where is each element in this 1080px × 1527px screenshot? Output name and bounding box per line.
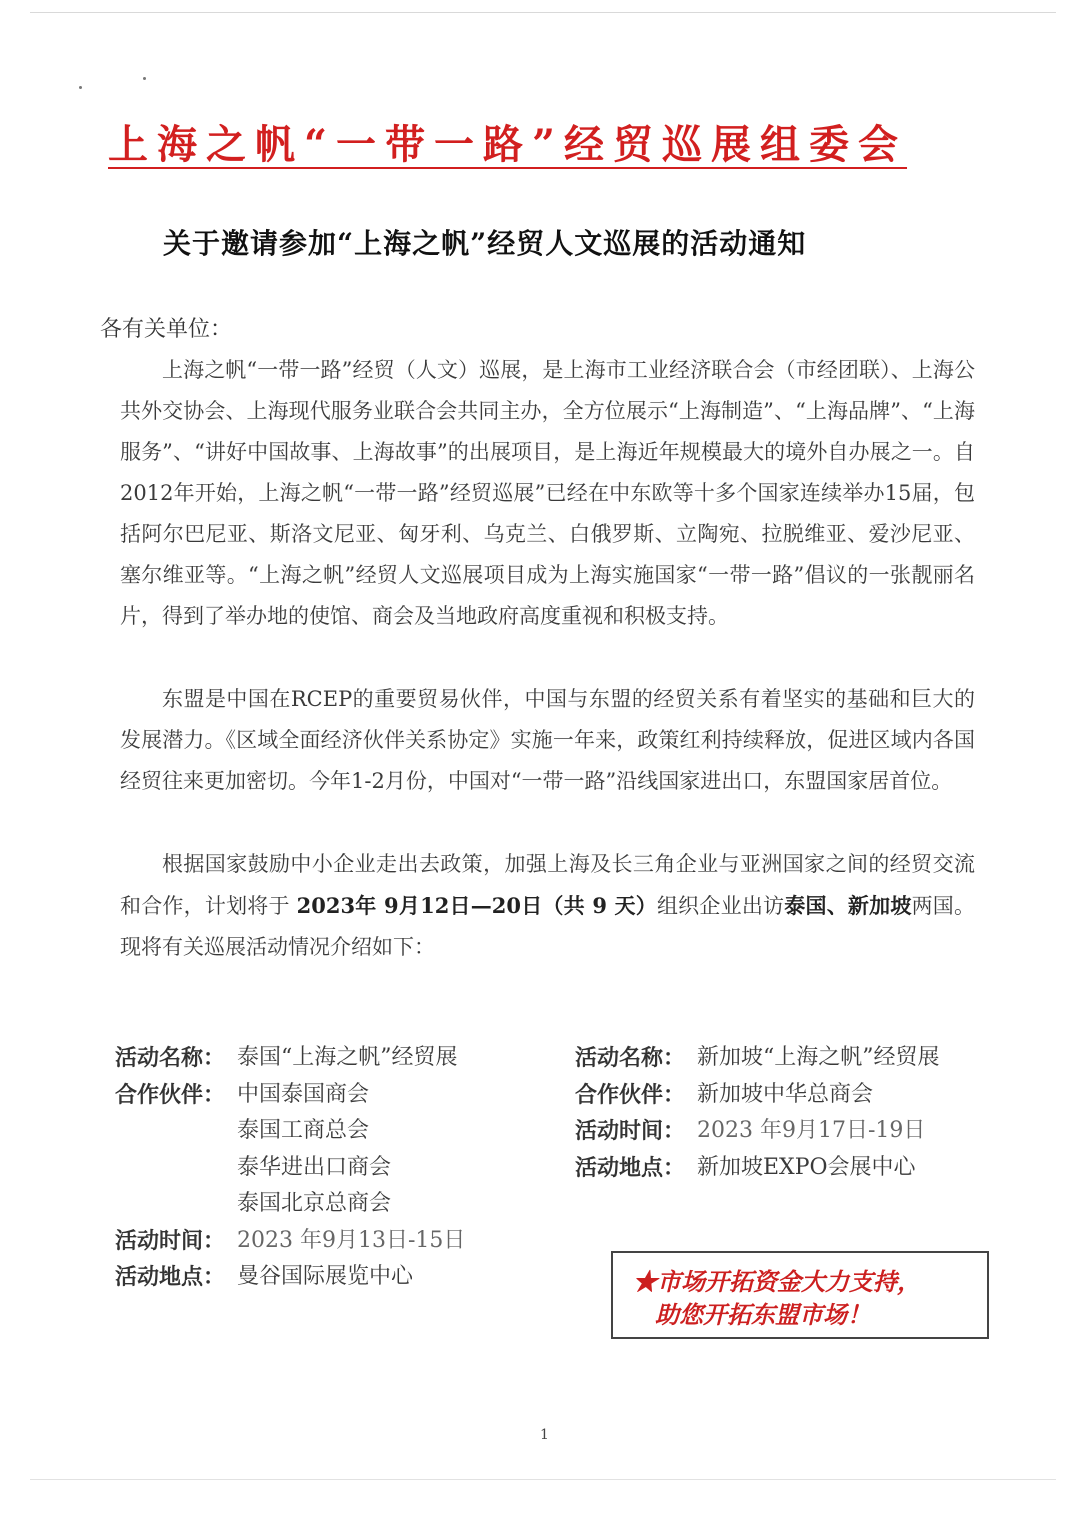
- event-time-row: [575, 1113, 940, 1150]
- promo-line-1: ★市场开拓资金大力支持，: [633, 1267, 921, 1296]
- event-name-row: [575, 1040, 940, 1077]
- scan-speck: [79, 86, 82, 89]
- plan-text-a: 根据国家鼓励中小企业走出去政策，加强上海及长三角企业与亚洲国家之间的经贸交流和合作，计划将于: [120, 852, 975, 918]
- partner-item: 泰国北京总商会: [237, 1191, 392, 1216]
- plan-text-b: 组织企业出访: [656, 894, 785, 918]
- page-number: 1: [540, 1427, 549, 1443]
- venue-label: 活动地点：: [115, 1264, 226, 1290]
- time-label: 活动时间：: [575, 1118, 686, 1144]
- partner-label: 合作伙伴：: [575, 1081, 686, 1108]
- paragraph-plan: [120, 844, 975, 968]
- event-name-row: [115, 1040, 465, 1077]
- event-partner-row: [115, 1077, 465, 1114]
- event-time: 2023 年9月13日-15日: [237, 1227, 466, 1253]
- event-name-label: 活动名称：: [575, 1045, 686, 1071]
- paragraph-asean: 东盟是中国在RCEP的重要贸易伙伴，中国与东盟的经贸关系有着坚实的基础和巨大的发展潜力。《区域全面经济伙伴关系协定》实施一年来，政策红利持续释放，促进区域内各国经贸往来更加密切。今年1-2月份，中国对“一带一路”沿线国家进出口，东盟国家居首位。: [120, 687, 975, 793]
- plan-countries: 泰国、新加坡: [784, 893, 912, 918]
- time-label: 活动时间：: [115, 1227, 226, 1254]
- event-time-row: [115, 1223, 465, 1260]
- event-partner-row: [575, 1077, 940, 1114]
- venue-label: 活动地点：: [575, 1154, 686, 1181]
- organizer-heading: 上海之帆“一带一路”经贸巡展组委会: [108, 121, 908, 168]
- event-name: 泰国“上海之帆”经贸展: [237, 1045, 458, 1070]
- event-venue: 新加坡EXPO会展中心: [697, 1154, 916, 1180]
- promo-line-2: 助您开拓东盟市场！: [655, 1300, 871, 1329]
- plan-text-c: 两国。现将有关巡展活动情况介绍如下：: [120, 894, 976, 959]
- partner-item: 泰华进出口商会: [237, 1154, 392, 1180]
- plan-dates: 2023年 9月12日—20日（共 9 天）: [296, 893, 657, 918]
- partner-item: 泰国工商总会: [237, 1118, 370, 1143]
- paragraph-intro: 上海之帆“一带一路”经贸（人文）巡展，是上海市工业经济联合会（市经团联）、上海公共外交协会、上海现代服务业联合会共同主办，全方位展示“上海制造”、“上海品牌”、“上海服务”、“讲好中国故事、上海故事”的出展项目，是上海近年规模最大的境外自办展之一。自2012年开始，上海之帆“一带一路”经贸巡展”已经在中东欧等十多个国家连续举办15届，包括阿尔巴尼亚、斯洛文尼亚、匈牙利、乌克兰、白俄罗斯、立陶宛、拉脱维亚、爱沙尼亚、塞尔维亚等。“上海之帆”经贸人文巡展项目成为上海实施国家“一带一路”倡议的一张靓丽名片，得到了举办地的使馆、商会及当地政府高度重视和积极支持。: [120, 358, 975, 628]
- event-name-label: 活动名称：: [115, 1045, 226, 1071]
- partner-label: 合作伙伴：: [115, 1081, 226, 1108]
- promo-box: [611, 1251, 989, 1339]
- salutation: 各有关单位：: [100, 317, 233, 342]
- event-name: 新加坡“上海之帆”经贸展: [697, 1045, 940, 1070]
- partner-item: 新加坡中华总商会: [697, 1081, 874, 1107]
- scan-edge-top: [30, 12, 1056, 13]
- notice-title: 关于邀请参加“上海之帆”经贸人文巡展的活动通知: [163, 227, 807, 260]
- event-venue-row: [115, 1259, 465, 1296]
- scan-edge-bottom: [30, 1479, 1056, 1480]
- partner-item: 中国泰国商会: [237, 1081, 370, 1107]
- event-singapore: [575, 1040, 940, 1186]
- event-venue-row: [575, 1150, 940, 1187]
- event-time: 2023 年9月17日-19日: [697, 1118, 926, 1143]
- scan-speck: [143, 77, 146, 80]
- event-thailand: [115, 1040, 465, 1296]
- event-venue: 曼谷国际展览中心: [237, 1264, 414, 1289]
